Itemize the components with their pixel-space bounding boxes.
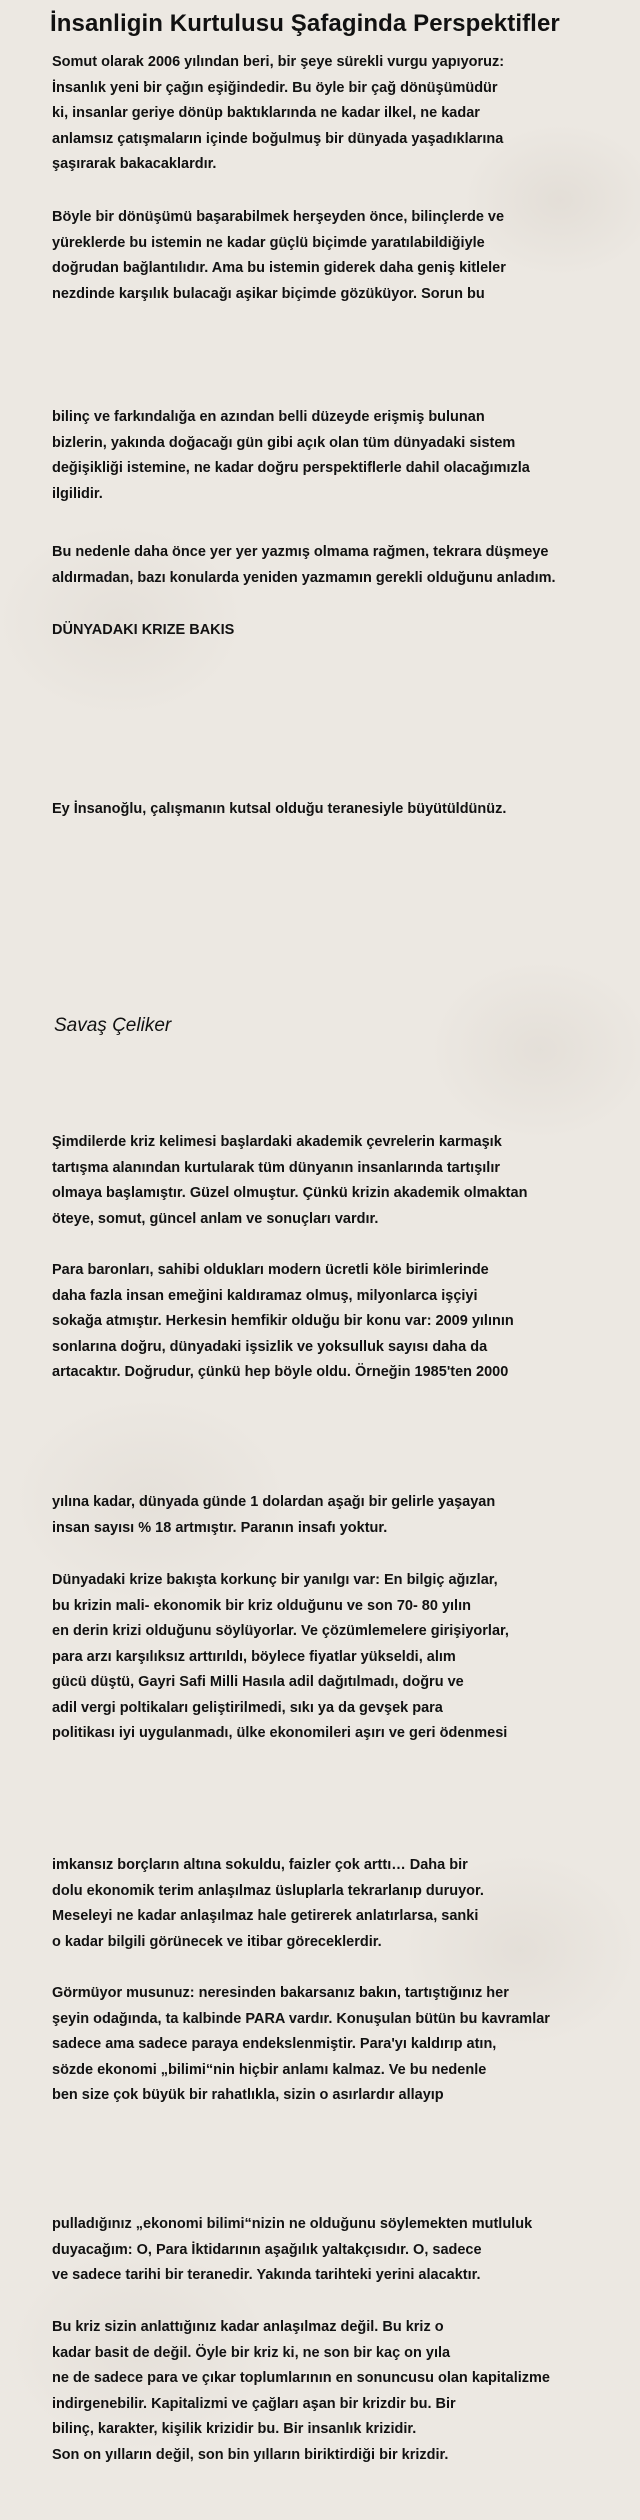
text-line: dolu ekonomik terim anlaşılmaz üsluplarla tekrarlanıp duruyor. (52, 1882, 484, 1899)
text-line: İnsanlık yeni bir çağın eşiğindedir. Bu öyle bir çağ dönüşümüdür (52, 79, 498, 96)
paragraph-misconception (52, 1568, 509, 1747)
text-line: ve sadece tarihi bir teranedir. Yakında tarihteki yerini alacaktır. (52, 2267, 481, 2283)
text-line: duyacağım: O, Para İktidarının aşağılık yaltakçısıdır. O, sadece (52, 2241, 482, 2258)
text-line: Son on yılların değil, son bin yılların biriktirdiği bir krizdir. (52, 2446, 449, 2463)
text-line: pulladığınız „ekonomi bilimi“nizin ne olduğunu söylemekten mutluluk (52, 2216, 533, 2232)
text-line: ben size çok büyük bir rahatlıkla, sizin o asırlardır allayıp (52, 2087, 444, 2103)
text-line: gücü düştü, Gayri Safi Milli Hasıla adil dağıtılmadı, doğru ve (52, 1674, 464, 1690)
paragraph-awareness (52, 405, 530, 507)
text-line: ilgilidir. (52, 485, 103, 502)
text-line: Somut olarak 2006 yılından beri, bir şeye sürekli vurgu yapıyoruz: (52, 54, 505, 70)
text-line: Para baronları, sahibi oldukları modern ücretli köle birimlerinde (52, 1262, 489, 1278)
text-line: tartışma alanından kurtularak tüm dünyanın insanlarında tartışılır (52, 1159, 500, 1176)
text-line: şaşırarak bakacaklardır. (52, 156, 217, 172)
text-line: bizlerin, yakında doğacağı gün gibi açık olan tüm dünyadaki sistem (52, 434, 516, 451)
text-line: Bu nedenle daha önce yer yer yazmış olmama rağmen, tekrara düşmeye (52, 544, 549, 560)
text-line: olmaya başlamıştır. Güzel olmuştur. Çünkü krizin akademik olmaktan (52, 1185, 528, 1201)
text-line: en derin krizi olduğunu söylüyorlar. Ve çözümlemelere girişiyorlar, (52, 1623, 509, 1639)
text-line: Dünyadaki krize bakışta korkunç bir yanılgı var: En bilgiç ağızlar, (52, 1572, 498, 1588)
text-line: Şimdilerde kriz kelimesi başlardaki akademik çevrelerin karmaşık (52, 1134, 502, 1150)
text-line: değişikliği istemine, ne kadar doğru perspektiflerle dahil olacağımızla (52, 460, 530, 476)
text-line: sadece ama sadece paraya endekslenmiştir. Para'yı kaldırıp atın, (52, 2036, 497, 2052)
paragraph-economics-science (52, 2212, 532, 2289)
text-line: para arzı karşılıksız arttırıldı, böylece fiyatlar yükseldi, alım (52, 1648, 456, 1665)
text-line: sözde ekonomi „bilimi“nin hiçbir anlamı kalmaz. Ve bu nedenle (52, 2061, 487, 2078)
text-line: yüreklerde bu istemin ne kadar güçlü biçimde yaratılabildiğiyle (52, 234, 485, 251)
paragraph-crisis-word (52, 1130, 527, 1232)
text-line: kadar basit de değil. Öyle bir kriz ki, ne son bir kaç on yıla (52, 2344, 451, 2361)
text-line: ki, insanlar geriye dönüp baktıklarında ne kadar ilkel, ne kadar (52, 105, 480, 121)
text-line: o kadar bilgili görünecek ve itibar göreceklerdir. (52, 1933, 382, 1950)
paragraph-money-focus (52, 1981, 550, 2109)
paragraph-conclusion (52, 2315, 550, 2468)
text-line: bilinç ve farkındalığa en azından belli düzeyde erişmiş bulunan (52, 409, 485, 425)
paragraph-epigraph (52, 797, 506, 823)
text-line: sonlarına doğru, dünyadaki işsizlik ve yoksulluk sayısı daha da (52, 1338, 488, 1355)
text-line: bu krizin mali- ekonomik bir kriz olduğunu ve son 70- 80 yılın (52, 1597, 471, 1614)
text-line: Meseleyi ne kadar anlaşılmaz hale getirerek anlatırlarsa, sanki (52, 1908, 479, 1924)
paragraph-debts (52, 1853, 484, 1955)
paragraph-rewrite (52, 540, 556, 591)
text-line: Görmüyor musunuz: neresinden bakarsanız bakın, tartıştığınız her (52, 1985, 509, 2001)
text-line: indirgenebilir. Kapitalizmi ve çağları aşan bir krizdir bu. Bir (52, 2395, 456, 2412)
text-line: DÜNYADAKI KRIZE BAKIS (52, 622, 235, 638)
text-line: sokağa atmıştır. Herkesin hemfikir olduğu bir konu var: 2009 yılının (52, 1313, 514, 1329)
text-line: yılına kadar, dünyada günde 1 dolardan aşağı bir gelirle yaşayan (52, 1494, 496, 1510)
text-line: Ey İnsanoğlu, çalışmanın kutsal olduğu teranesiyle büyütüldünüz. (52, 801, 507, 817)
text-line: bilinç, karakter, kişilik krizidir bu. Bir insanlık krizidir. (52, 2421, 417, 2437)
author-name: Savaş Çeliker (54, 1015, 172, 1036)
section-heading-crisis (52, 618, 234, 644)
text-line: insan sayısı % 18 artmıştır. Paranın insafı yoktur. (52, 1519, 388, 1536)
text-line: şeyin odağında, ta kalbinde PARA vardır. Konuşulan bütün bu kavramlar (52, 2010, 550, 2027)
text-line: anlamsız çatışmaların içinde boğulmuş bir dünyada yaşadıklarına (52, 130, 504, 147)
text-line: ne de sadece para ve çıkar toplumlarının en sonuncusu olan kapitalizme (52, 2370, 550, 2386)
text-line: daha fazla insan emeğini kaldıramaz olmuş, milyonlarca işçiyi (52, 1287, 478, 1304)
paragraph-intro (52, 50, 504, 178)
text-line: öteye, somut, güncel anlam ve sonuçları vardır. (52, 1210, 379, 1227)
paragraph-money-barons (52, 1258, 514, 1386)
text-line: aldırmadan, bazı konularda yeniden yazmamın gerekli olduğunu anladım. (52, 569, 556, 586)
page-title: İnsanligin Kurtulusu Şafaginda Perspektifler (50, 10, 560, 37)
text-line: nezdinde karşılık bulacağı aşikar biçimde gözüküyor. Sorun bu (52, 285, 485, 302)
text-line: imkansız borçların altına sokuldu, faizler çok arttı… Daha bir (52, 1857, 468, 1873)
text-line: politikası iyi uygulanmadı, ülke ekonomileri aşırı ve geri ödenmesi (52, 1725, 508, 1741)
paragraph-poverty (52, 1490, 495, 1541)
text-line: artacaktır. Doğrudur, çünkü hep böyle oldu. Örneğin 1985'ten 2000 (52, 1364, 509, 1380)
text-line: Böyle bir dönüşümü başarabilmek herşeyden önce, bilinçlerde ve (52, 209, 505, 225)
text-line: Bu kriz sizin anlattığınız kadar anlaşılmaz değil. Bu kriz o (52, 2319, 444, 2335)
text-line: doğrudan bağlantılıdır. Ama bu istemin giderek daha geniş kitleler (52, 260, 506, 276)
paragraph-transformation (52, 205, 506, 307)
text-line: adil vergi poltikaları geliştirilmedi, sıkı ya da gevşek para (52, 1699, 443, 1716)
